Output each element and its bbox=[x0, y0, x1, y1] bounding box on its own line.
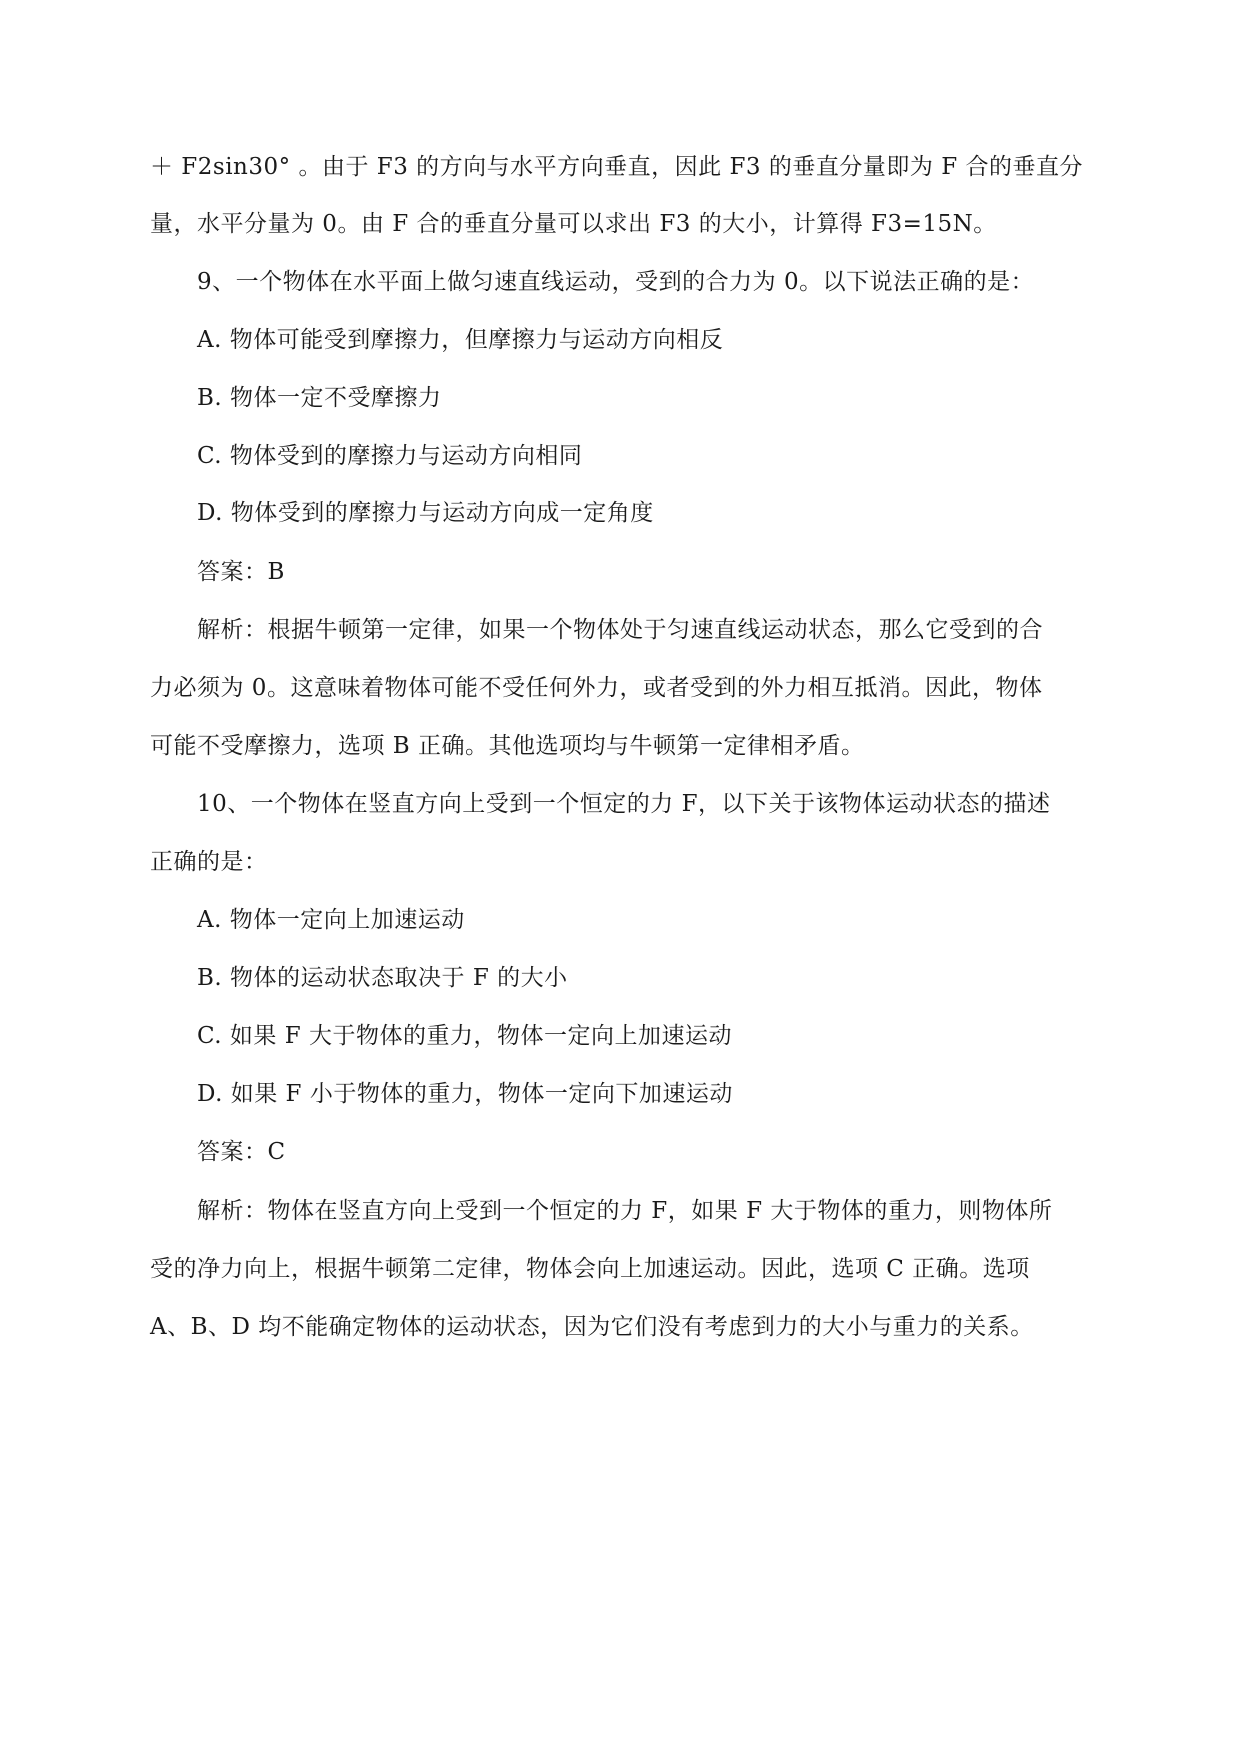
question-10-option-b: B. 物体的运动状态取决于 F 的大小 bbox=[197, 965, 568, 991]
question-10-explanation-line-1: 解析：物体在竖直方向上受到一个恒定的力 F，如果 F 大于物体的重力，则物体所 bbox=[197, 1198, 1053, 1224]
question-9-option-a: A. 物体可能受到摩擦力，但摩擦力与运动方向相反 bbox=[197, 327, 724, 353]
question-9-stem: 9、一个物体在水平面上做匀速直线运动，受到的合力为 0。以下说法正确的是： bbox=[197, 269, 1035, 295]
question-9-option-b: B. 物体一定不受摩擦力 bbox=[197, 385, 442, 411]
question-10-answer: 答案：C bbox=[197, 1139, 286, 1165]
question-10-stem-line-1: 10、一个物体在竖直方向上受到一个恒定的力 F，以下关于该物体运动状态的描述 bbox=[197, 791, 1051, 817]
text-line-formula-continuation bbox=[150, 151, 1100, 183]
question-9-option-d: D. 物体受到的摩擦力与运动方向成一定角度 bbox=[197, 500, 654, 526]
question-9-option-c: C. 物体受到的摩擦力与运动方向相同 bbox=[197, 443, 583, 469]
question-10-explanation-line-3: A、B、D 均不能确定物体的运动状态，因为它们没有考虑到力的大小与重力的关系。 bbox=[150, 1314, 1034, 1340]
question-10-explanation-line-2: 受的净力向上，根据牛顿第二定律，物体会向上加速运动。因此，选项 C 正确。选项 bbox=[150, 1256, 1030, 1282]
formula-fragment: ＋ F2sin30° 。由于 F3 的方向与水平方向垂直，因此 F3 的垂直分量即为 F 合的垂直分 bbox=[150, 154, 1083, 180]
question-10-stem-line-2: 正确的是： bbox=[150, 849, 268, 875]
question-10-option-d: D. 如果 F 小于物体的重力，物体一定向下加速运动 bbox=[197, 1081, 733, 1107]
question-9-explanation-line-2: 力必须为 0。这意味着物体可能不受任何外力，或者受到的外力相互抵消。因此，物体 bbox=[150, 675, 1043, 701]
question-9-explanation-line-3: 可能不受摩擦力，选项 B 正确。其他选项均与牛顿第一定律相矛盾。 bbox=[150, 733, 865, 759]
text-line: 量，水平分量为 0。由 F 合的垂直分量可以求出 F3 的大小，计算得 F3=15N。 bbox=[150, 211, 997, 237]
question-10-option-c: C. 如果 F 大于物体的重力，物体一定向上加速运动 bbox=[197, 1023, 732, 1049]
question-9-explanation-line-1: 解析：根据牛顿第一定律，如果一个物体处于匀速直线运动状态，那么它受到的合 bbox=[197, 617, 1043, 643]
question-10-option-a: A. 物体一定向上加速运动 bbox=[197, 907, 465, 933]
question-9-answer: 答案：B bbox=[197, 559, 285, 585]
